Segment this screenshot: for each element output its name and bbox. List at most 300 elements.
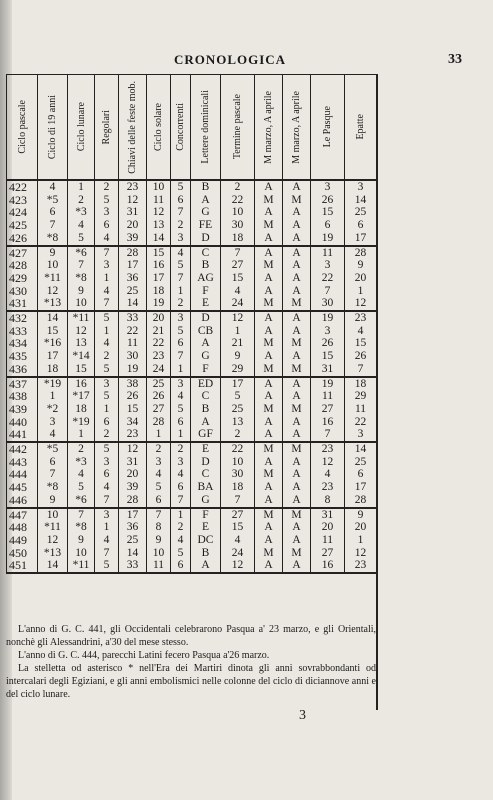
table-cell: A [191,559,221,573]
table-cell: A [191,416,221,429]
table-row [7,468,377,481]
year-cell: 436 [7,363,38,377]
table-cell: 28 [119,494,147,508]
table-cell: 2 [68,442,95,456]
table-cell: 1 [68,180,95,194]
table-cell: D [191,232,221,246]
table-cell: 26 [147,390,171,403]
table-cell: 25 [345,456,377,469]
table-cell: 5 [171,325,191,338]
table-cell: 17 [38,350,68,363]
table-cell: 17 [119,259,147,272]
table-cell: E [191,297,221,311]
table-cell: D [191,311,221,325]
table-cell: 31 [311,508,345,522]
table-cell: 17 [345,481,377,494]
table-cell: 23 [311,481,345,494]
table-cell: 22 [119,325,147,338]
table-cell: 4 [171,246,191,260]
table-cell: M [283,337,311,350]
table-cell: M [283,547,311,560]
column-header: Ciclo di 19 anni [38,75,68,181]
year-cell: 423 [7,194,38,207]
table-cell: 28 [345,246,377,260]
table-cell: 19 [311,232,345,246]
table-cell: 2 [68,194,95,207]
table-cell: 30 [221,468,255,481]
table-cell: 19 [147,297,171,311]
table-cell: A [255,428,283,442]
table-cell: A [255,521,283,534]
table-cell: 31 [119,206,147,219]
table-cell: *6 [68,494,95,508]
table-cell: 2 [95,180,119,194]
column-header: Epatte [345,75,377,181]
table-cell: A [283,390,311,403]
table-cell: 3 [171,311,191,325]
table-cell: D [191,456,221,469]
table-cell: 2 [95,350,119,363]
table-cell: M [255,508,283,522]
table-cell: 16 [147,259,171,272]
table-cell: 8 [311,494,345,508]
table-cell: 12 [345,297,377,311]
table-cell: 11 [311,390,345,403]
table-cell: F [191,508,221,522]
table-cell: 5 [171,180,191,194]
table-cell: 5 [95,194,119,207]
table-cell: A [283,468,311,481]
table-cell: A [255,481,283,494]
table-cell: *16 [38,337,68,350]
table-cell: 31 [311,363,345,377]
table-cell: 28 [119,246,147,260]
table-cell: 9 [38,246,68,260]
table-cell: 6 [171,416,191,429]
table-cell: 5 [95,311,119,325]
table-cell: 10 [38,508,68,522]
table-cell: 4 [171,534,191,547]
year-cell: 425 [7,219,38,232]
year-cell: 435 [7,350,38,363]
column-header: M marzo, A aprile [283,75,311,181]
table-cell: *14 [68,350,95,363]
table-row [7,442,377,456]
table-cell: 3 [95,377,119,391]
year-cell: 429 [7,272,38,285]
table-row [7,428,377,442]
table-cell: 12 [119,442,147,456]
table-row [7,325,377,338]
table-cell: F [191,285,221,298]
table-cell: 20 [147,311,171,325]
table-cell: DC [191,534,221,547]
table-cell: A [255,206,283,219]
column-header: Termine pascale [221,75,255,181]
table-cell: 5 [171,403,191,416]
table-cell: 36 [119,272,147,285]
table-cell: 1 [147,428,171,442]
table-cell: 4 [147,468,171,481]
table-cell: 18 [68,403,95,416]
table-cell: A [283,456,311,469]
table-cell: 12 [221,559,255,573]
table-cell: 13 [221,416,255,429]
table-cell: 4 [311,468,345,481]
table-cell: 17 [221,377,255,391]
table-cell: M [255,363,283,377]
table-cell: 7 [68,508,95,522]
table-cell: A [255,390,283,403]
table-body [7,180,377,573]
table-cell: 14 [147,232,171,246]
table-cell: E [191,521,221,534]
table-cell: 4 [345,325,377,338]
table-cell: 6 [147,494,171,508]
table-cell: 4 [95,285,119,298]
table-cell: 27 [221,259,255,272]
table-cell: 2 [171,297,191,311]
table-cell: 20 [119,468,147,481]
table-cell: A [283,272,311,285]
column-header: Le Pasque [311,75,345,181]
table-cell: *8 [68,521,95,534]
table-cell: 19 [311,377,345,391]
table-cell: 1 [95,272,119,285]
table-row [7,403,377,416]
table-cell: M [283,508,311,522]
table-cell: 30 [311,297,345,311]
year-cell: 433 [7,325,38,338]
table-cell: 39 [119,232,147,246]
table-cell: A [255,311,283,325]
table-cell: 38 [119,377,147,391]
table-cell: 4 [171,468,191,481]
table-row [7,285,377,298]
table-cell: A [283,325,311,338]
year-cell: 442 [7,442,38,456]
table-cell: 26 [311,337,345,350]
table-cell: 12 [119,194,147,207]
table-cell: 19 [311,311,345,325]
year-cell: 422 [7,180,38,194]
table-cell: A [255,559,283,573]
year-cell: 428 [7,259,38,272]
table-cell: 7 [171,272,191,285]
table-cell: 26 [345,350,377,363]
table-cell: 3 [345,428,377,442]
table-cell: 10 [221,456,255,469]
table-cell: 9 [345,259,377,272]
table-cell: 3 [345,180,377,194]
table-cell: 18 [147,285,171,298]
table-cell: 6 [171,559,191,573]
signature-mark: 3 [299,708,306,723]
table-cell: A [255,350,283,363]
table-cell: *19 [38,377,68,391]
table-cell: 25 [345,206,377,219]
table-cell: 22 [345,416,377,429]
table-cell: 36 [119,521,147,534]
table-cell: 27 [311,547,345,560]
column-header: Ciclo pascale [7,75,38,181]
table-row [7,259,377,272]
table-cell: 31 [119,456,147,469]
table-cell: M [255,259,283,272]
year-cell: 426 [7,232,38,246]
table-cell: 1 [221,325,255,338]
table-cell: A [255,534,283,547]
table-cell: 6 [95,416,119,429]
table-cell: 5 [171,259,191,272]
table-cell: 17 [119,508,147,522]
table-cell: 23 [311,442,345,456]
table-cell: A [255,246,283,260]
table-cell: 30 [221,219,255,232]
table-cell: A [255,232,283,246]
table-cell: 3 [311,259,345,272]
table-cell: A [255,285,283,298]
table-row [7,416,377,429]
table-row [7,350,377,363]
table-cell: 10 [38,259,68,272]
table-cell: F [191,363,221,377]
table-cell: 12 [38,285,68,298]
table-cell: M [255,468,283,481]
table-cell: M [283,297,311,311]
year-cell: 445 [7,481,38,494]
column-header: Concorrenti [171,75,191,181]
table-cell: 3 [171,232,191,246]
year-cell: 444 [7,468,38,481]
table-row [7,246,377,260]
table-cell: 7 [171,494,191,508]
table-cell: M [255,547,283,560]
table-cell: 11 [147,194,171,207]
table-cell: 7 [171,206,191,219]
table-cell: 10 [147,180,171,194]
table-cell: *8 [38,232,68,246]
footnote: L'anno di G. C. 444, parecchi Latini fecero Pasqua a'26 marzo. [18,650,270,661]
table-row [7,494,377,508]
table-row [7,456,377,469]
table-cell: A [255,325,283,338]
year-cell: 441 [7,428,38,442]
table-cell: 14 [119,297,147,311]
table-cell: 17 [147,272,171,285]
table-row [7,521,377,534]
table-cell: A [283,521,311,534]
table-cell: 15 [221,521,255,534]
table-cell: 12 [221,311,255,325]
table-cell: M [255,297,283,311]
table-cell: 3 [171,377,191,391]
table-cell: A [283,311,311,325]
table-cell: 18 [38,363,68,377]
table-cell: 29 [345,390,377,403]
table-cell: 14 [345,194,377,207]
table-cell: *3 [68,456,95,469]
table-cell: A [283,246,311,260]
table-cell: 3 [95,508,119,522]
table-cell: A [283,350,311,363]
table-row [7,481,377,494]
table-cell: FE [191,219,221,232]
table-cell: 7 [171,350,191,363]
table-cell: A [283,416,311,429]
table-cell: 25 [119,285,147,298]
table-cell: 4 [38,180,68,194]
table-row [7,337,377,350]
table-cell: 26 [119,390,147,403]
year-cell: 424 [7,206,38,219]
table-cell: 39 [119,481,147,494]
table-cell: M [255,442,283,456]
table-cell: 22 [147,337,171,350]
column-header: Regolari [95,75,119,181]
table-cell: G [191,494,221,508]
table-cell: 6 [345,219,377,232]
table-cell: 9 [38,494,68,508]
table-cell: 18 [221,232,255,246]
year-cell: 432 [7,311,38,325]
table-cell: 1 [345,285,377,298]
year-cell: 450 [7,547,38,560]
table-cell: 16 [68,377,95,391]
table-cell: *13 [38,547,68,560]
table-cell: 18 [221,481,255,494]
table-cell: 5 [95,363,119,377]
table-cell: 2 [221,428,255,442]
table-cell: C [191,468,221,481]
table-cell: B [191,547,221,560]
table-cell: 16 [311,559,345,573]
table-cell: 14 [38,311,68,325]
table-cell: 5 [171,547,191,560]
table-cell: 23 [119,428,147,442]
table-cell: 12 [345,547,377,560]
table-cell: A [283,428,311,442]
table-cell: 2 [147,442,171,456]
table-cell: 4 [95,481,119,494]
table-cell: 4 [95,232,119,246]
table-cell: *11 [38,521,68,534]
table-cell: M [255,403,283,416]
table-cell: *19 [68,416,95,429]
year-cell: 440 [7,416,38,429]
table-right-rule [376,74,378,710]
table-cell: 23 [119,180,147,194]
table-cell: 14 [38,559,68,573]
table-cell: 2 [95,428,119,442]
table-cell: 1 [68,428,95,442]
table-cell: 4 [68,219,95,232]
table-cell: 9 [147,534,171,547]
table-cell: A [283,481,311,494]
table-cell: M [255,219,283,232]
table-cell: 20 [119,219,147,232]
table-cell: 4 [171,390,191,403]
table-cell: A [283,259,311,272]
table-cell: 9 [345,508,377,522]
table-cell: 12 [68,325,95,338]
column-header: Chiavi delle feste mob. [119,75,147,181]
year-cell: 443 [7,456,38,469]
table-cell: 7 [311,285,345,298]
table-cell: 23 [345,559,377,573]
table-row [7,547,377,560]
table-cell: 34 [119,416,147,429]
table-row [7,508,377,522]
table-cell: 7 [95,297,119,311]
table-cell: A [255,272,283,285]
table-cell: 1 [171,428,191,442]
table-cell: 10 [68,547,95,560]
table-row [7,559,377,573]
table-cell: 27 [311,403,345,416]
table-cell: 9 [221,350,255,363]
table-cell: 2 [221,180,255,194]
page-number: 33 [448,52,462,67]
table-cell: 15 [311,350,345,363]
year-cell: 434 [7,337,38,350]
column-header: Lettere dominicali [191,75,221,181]
table-cell: 1 [171,285,191,298]
table-cell: *5 [38,194,68,207]
table-cell: *17 [68,390,95,403]
table-cell: 3 [95,456,119,469]
table-cell: M [255,194,283,207]
table-cell: A [255,180,283,194]
table-cell: 7 [38,219,68,232]
table-cell: GF [191,428,221,442]
table-cell: 3 [311,325,345,338]
table-cell: 24 [221,547,255,560]
table-cell: 6 [95,468,119,481]
table-cell: 1 [171,508,191,522]
table-cell: 22 [221,442,255,456]
table-cell: 6 [38,456,68,469]
table-cell: 28 [345,494,377,508]
table-cell: M [255,337,283,350]
table-cell: A [255,377,283,391]
footnotes [6,623,376,701]
table-cell: 11 [311,246,345,260]
table-cell: 6 [171,337,191,350]
table-cell: 23 [147,350,171,363]
year-cell: 431 [7,297,38,311]
table-cell: 30 [119,350,147,363]
table-row [7,194,377,207]
table-cell: 4 [95,337,119,350]
table-cell: 21 [147,325,171,338]
table-cell: 29 [221,363,255,377]
table-cell: A [283,206,311,219]
table-cell: 15 [221,272,255,285]
table-row [7,297,377,311]
table-cell: A [283,232,311,246]
table-cell: C [191,246,221,260]
table-cell: 24 [147,363,171,377]
table-cell: 2 [171,521,191,534]
table-cell: B [191,403,221,416]
table-cell: 6 [171,481,191,494]
table-header-row [7,75,377,181]
table-cell: A [283,219,311,232]
table-cell: 10 [221,206,255,219]
table-cell: 27 [221,508,255,522]
table-cell: 20 [311,521,345,534]
